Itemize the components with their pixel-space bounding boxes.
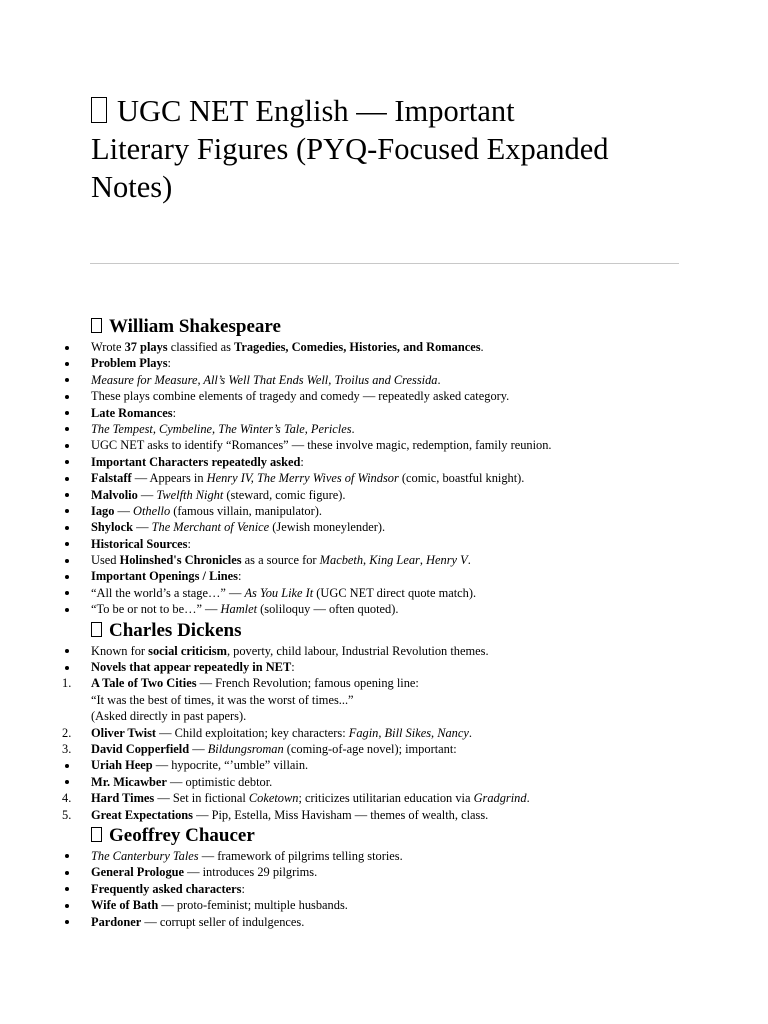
bold-text: Problem Plays <box>91 356 168 371</box>
plain-text: as a source for <box>241 553 320 568</box>
bullet-icon <box>65 559 69 563</box>
plain-text: : <box>291 660 295 675</box>
italic-text: Macbeth <box>319 553 364 568</box>
section-heading-charles-dickens <box>0 618 768 643</box>
list-item-text <box>91 388 509 404</box>
list-item <box>0 757 768 773</box>
plain-text: , <box>419 553 427 568</box>
bullet-icon <box>65 477 69 481</box>
bullet-icon <box>65 427 69 431</box>
italic-text: Othello <box>133 503 171 518</box>
italic-text: Hamlet <box>220 602 258 617</box>
bold-text: Hard Times <box>91 791 155 806</box>
horizontal-divider <box>90 263 679 264</box>
bold-text: Shylock <box>91 520 134 535</box>
italic-text: The Canterbury Tales <box>91 848 199 863</box>
list-item-text <box>91 848 403 864</box>
page-title <box>91 92 691 206</box>
italic-text: The Merchant of Venice <box>151 520 270 535</box>
plain-text: — Child exploitation; key characters: <box>156 725 349 740</box>
list-item-text <box>91 355 171 371</box>
list-item <box>0 372 768 388</box>
italic-text: Gradgrind <box>473 791 527 806</box>
plain-text: — Pip, Estella, Miss Havisham — themes of wealth, class. <box>192 807 489 822</box>
list-number: 3. <box>62 741 72 756</box>
plain-text: “To be or not to be…” — <box>91 602 221 617</box>
list-item <box>0 848 768 864</box>
list-item-text <box>91 585 476 601</box>
plain-text: “It was the best of times, it was the worst of times...” <box>91 692 354 707</box>
plain-text: — French Revolution; famous opening line: <box>196 676 419 691</box>
bold-text: Late Romances <box>91 405 173 420</box>
bullet-icon <box>65 666 69 670</box>
list-item <box>0 421 768 437</box>
title-line-2: Literary Figures (PYQ-Focused Expanded <box>91 132 609 166</box>
list-item-text <box>91 725 472 741</box>
bold-text: Falstaff <box>91 471 132 486</box>
missing-glyph-icon <box>91 318 102 333</box>
plain-text: . <box>480 340 484 354</box>
plain-text: — Set in fictional <box>154 791 249 806</box>
plain-text: (UGC NET direct quote match). <box>313 585 477 600</box>
list-item <box>0 807 768 823</box>
list-item-text <box>91 881 245 897</box>
list-item-text <box>91 757 308 773</box>
plain-text: , <box>363 553 370 568</box>
bullet-icon <box>65 395 69 399</box>
plain-text: — <box>137 487 157 502</box>
plain-text: — <box>133 520 152 535</box>
italic-text: Twelfth Night <box>156 487 224 502</box>
list-item-text <box>91 914 304 930</box>
list-item <box>0 790 768 806</box>
bold-text: Holinshed's Chronicles <box>119 553 242 568</box>
italic-text: As You Like It <box>244 585 314 600</box>
list-item-text <box>91 487 345 503</box>
bold-text: Novels that appear repeatedly in NET <box>91 660 292 675</box>
bold-text: Wife of Bath <box>91 898 159 913</box>
bullet-icon <box>65 378 69 382</box>
plain-text: These plays combine elements of tragedy and comedy — repeatedly asked category. <box>91 389 510 404</box>
bullet-icon <box>65 591 69 595</box>
plain-text: (steward, comic figure). <box>223 487 346 502</box>
plain-text: — introduces 29 pilgrims. <box>184 865 318 880</box>
plain-text: — <box>189 741 208 756</box>
bold-text: A Tale of Two Cities <box>91 676 197 691</box>
plain-text: . <box>468 725 472 740</box>
list-item <box>0 659 768 675</box>
list-item-text <box>91 807 488 823</box>
bold-text: Mr. Micawber <box>91 774 167 789</box>
plain-text: — Appears in <box>131 471 207 486</box>
plain-text: ; criticizes utilitarian education via <box>298 791 474 806</box>
italic-text: Bildungsroman <box>207 741 284 756</box>
plain-text: . <box>351 421 355 436</box>
missing-glyph-icon <box>91 622 102 637</box>
list-item <box>0 914 768 930</box>
bold-text: Pardoner <box>91 914 142 929</box>
bullet-icon <box>65 493 69 497</box>
plain-text: (famous villain, manipulator). <box>170 503 322 518</box>
list-item-text <box>91 339 484 355</box>
plain-text: Used <box>91 553 120 568</box>
plain-text: “All the world’s a stage…” — <box>91 585 245 600</box>
plain-text: : <box>241 881 245 896</box>
bullet-icon <box>65 608 69 612</box>
italic-text: The Tempest, Cymbeline, The Winter’s Tale, Pericles <box>91 421 352 436</box>
list-item <box>0 675 768 691</box>
bullet-icon <box>65 575 69 579</box>
list-item-text <box>91 519 385 535</box>
list-item-text <box>91 405 176 421</box>
list-item <box>0 487 768 503</box>
list-item-text <box>91 692 354 708</box>
list-item <box>0 881 768 897</box>
bold-text: Uriah Heep <box>91 758 153 773</box>
bold-text: Historical Sources <box>91 536 188 551</box>
plain-text: : <box>172 405 177 420</box>
list-item <box>0 643 768 659</box>
plain-text: classified as <box>167 340 235 354</box>
bullet-icon <box>65 854 69 858</box>
plain-text: : <box>187 536 191 551</box>
list-item-text <box>91 503 322 519</box>
italic-text: Henry IV, The Merry Wives of Windsor <box>206 471 399 486</box>
list-number: 5. <box>62 807 72 822</box>
italic-text: King Lear <box>369 553 420 568</box>
list-item-text <box>91 421 355 437</box>
section-heading-text: William Shakespeare <box>109 316 281 337</box>
title-line-1: UGC NET English — Important <box>117 94 515 128</box>
list-item <box>0 601 768 617</box>
bold-text: 37 plays <box>124 340 168 354</box>
list-item <box>0 388 768 404</box>
plain-text: (Jewish moneylender). <box>269 520 386 535</box>
bullet-icon <box>65 509 69 513</box>
list-item <box>0 864 768 880</box>
title-line-3: Notes) <box>91 170 173 204</box>
bullet-icon <box>65 649 69 653</box>
plain-text: — proto-feminist; multiple husbands. <box>158 898 348 913</box>
plain-text: (coming-of-age novel); important: <box>283 741 457 756</box>
list-item-text <box>91 552 471 568</box>
bullet-icon <box>65 526 69 530</box>
plain-text: — corrupt seller of indulgences. <box>141 914 305 929</box>
bold-text: Important Characters repeatedly asked <box>91 454 301 469</box>
bullet-icon <box>65 460 69 464</box>
plain-text: UGC NET asks to identify “Romances” — these involve magic, redemption, family reunion. <box>91 438 552 453</box>
list-item-text <box>91 454 304 470</box>
plain-text: . <box>437 372 441 387</box>
list-item-text <box>91 897 348 913</box>
italic-text: Fagin, Bill Sikes, Nancy <box>348 725 469 740</box>
plain-text: . <box>467 553 471 568</box>
list-item-text <box>91 372 441 388</box>
plain-text: : <box>300 454 304 469</box>
list-item-text <box>91 708 246 724</box>
list-item <box>0 405 768 421</box>
list-item <box>0 692 768 708</box>
plain-text: : <box>167 356 171 371</box>
italic-text: Measure for Measure, All’s Well That Ends Well, Troilus and Cressida <box>91 372 438 387</box>
list-item <box>0 470 768 486</box>
plain-text: : <box>238 569 242 584</box>
notes-content <box>0 314 768 930</box>
plain-text: — hypocrite, “’umble” villain. <box>152 758 309 773</box>
list-item <box>0 897 768 913</box>
bold-text: Oliver Twist <box>91 725 157 740</box>
list-number: 1. <box>62 676 72 691</box>
plain-text: , poverty, child labour, Industrial Revolution themes. <box>226 643 489 658</box>
plain-text: . <box>526 791 530 806</box>
bold-text: General Prologue <box>91 865 185 880</box>
section-heading-geoffrey-chaucer <box>0 823 768 848</box>
list-item <box>0 519 768 535</box>
list-item-text <box>91 774 272 790</box>
plain-text: (comic, boastful knight). <box>398 471 525 486</box>
list-item <box>0 585 768 601</box>
list-item <box>0 536 768 552</box>
plain-text: — framework of pilgrims telling stories. <box>198 848 403 863</box>
bold-text: Iago <box>91 503 115 518</box>
list-item <box>0 725 768 741</box>
list-item-text <box>91 470 524 486</box>
bold-text: Malvolio <box>91 487 138 502</box>
bold-text: Great Expectations <box>91 807 193 822</box>
bold-text: Tragedies, Comedies, Histories, and Romances <box>234 340 481 354</box>
plain-text: Known for <box>91 643 149 658</box>
list-item-text <box>91 741 457 757</box>
list-number: 2. <box>62 725 72 740</box>
bold-text: David Copperfield <box>91 741 190 756</box>
list-number: 4. <box>62 791 72 806</box>
missing-glyph-icon <box>91 827 102 842</box>
section-heading-text: Geoffrey Chaucer <box>109 824 255 846</box>
list-item <box>0 355 768 371</box>
bullet-icon <box>65 871 69 875</box>
list-item-text <box>91 864 317 880</box>
bold-text: Important Openings / Lines <box>91 569 238 584</box>
bullet-icon <box>65 764 69 768</box>
list-item <box>0 568 768 584</box>
bullet-icon <box>65 920 69 924</box>
list-item <box>0 454 768 470</box>
list-item <box>0 503 768 519</box>
missing-glyph-icon <box>91 97 107 123</box>
plain-text: (soliloquy — often quoted). <box>257 602 399 617</box>
list-item <box>0 552 768 568</box>
section-heading-text: Charles Dickens <box>109 619 242 641</box>
plain-text: Wrote <box>91 340 125 354</box>
list-item-text <box>91 601 398 617</box>
plain-text: — optimistic debtor. <box>166 774 273 789</box>
bullet-icon <box>65 542 69 546</box>
bullet-icon <box>65 362 69 366</box>
list-item-text <box>91 536 191 552</box>
bold-text: social criticism <box>148 643 227 658</box>
plain-text: (Asked directly in past papers). <box>91 709 247 724</box>
list-item <box>0 741 768 757</box>
list-item-text <box>91 643 489 659</box>
italic-text: Henry V <box>426 553 468 568</box>
list-item <box>0 774 768 790</box>
plain-text: — <box>114 503 134 518</box>
list-item-text <box>91 437 552 453</box>
bullet-icon <box>65 887 69 891</box>
bullet-icon <box>65 780 69 784</box>
bullet-icon <box>65 346 69 350</box>
list-item <box>0 708 768 724</box>
list-item <box>0 437 768 453</box>
section-heading-william-shakespeare <box>0 314 768 339</box>
list-item-text <box>91 790 530 806</box>
bullet-icon <box>65 904 69 908</box>
list-item-text <box>91 675 419 691</box>
bullet-icon <box>65 444 69 448</box>
italic-text: Coketown <box>248 791 299 806</box>
list-item-text <box>91 568 241 584</box>
bold-text: Frequently asked characters <box>91 881 242 896</box>
list-item-text <box>91 659 295 675</box>
list-item <box>0 339 768 355</box>
bullet-icon <box>65 411 69 415</box>
